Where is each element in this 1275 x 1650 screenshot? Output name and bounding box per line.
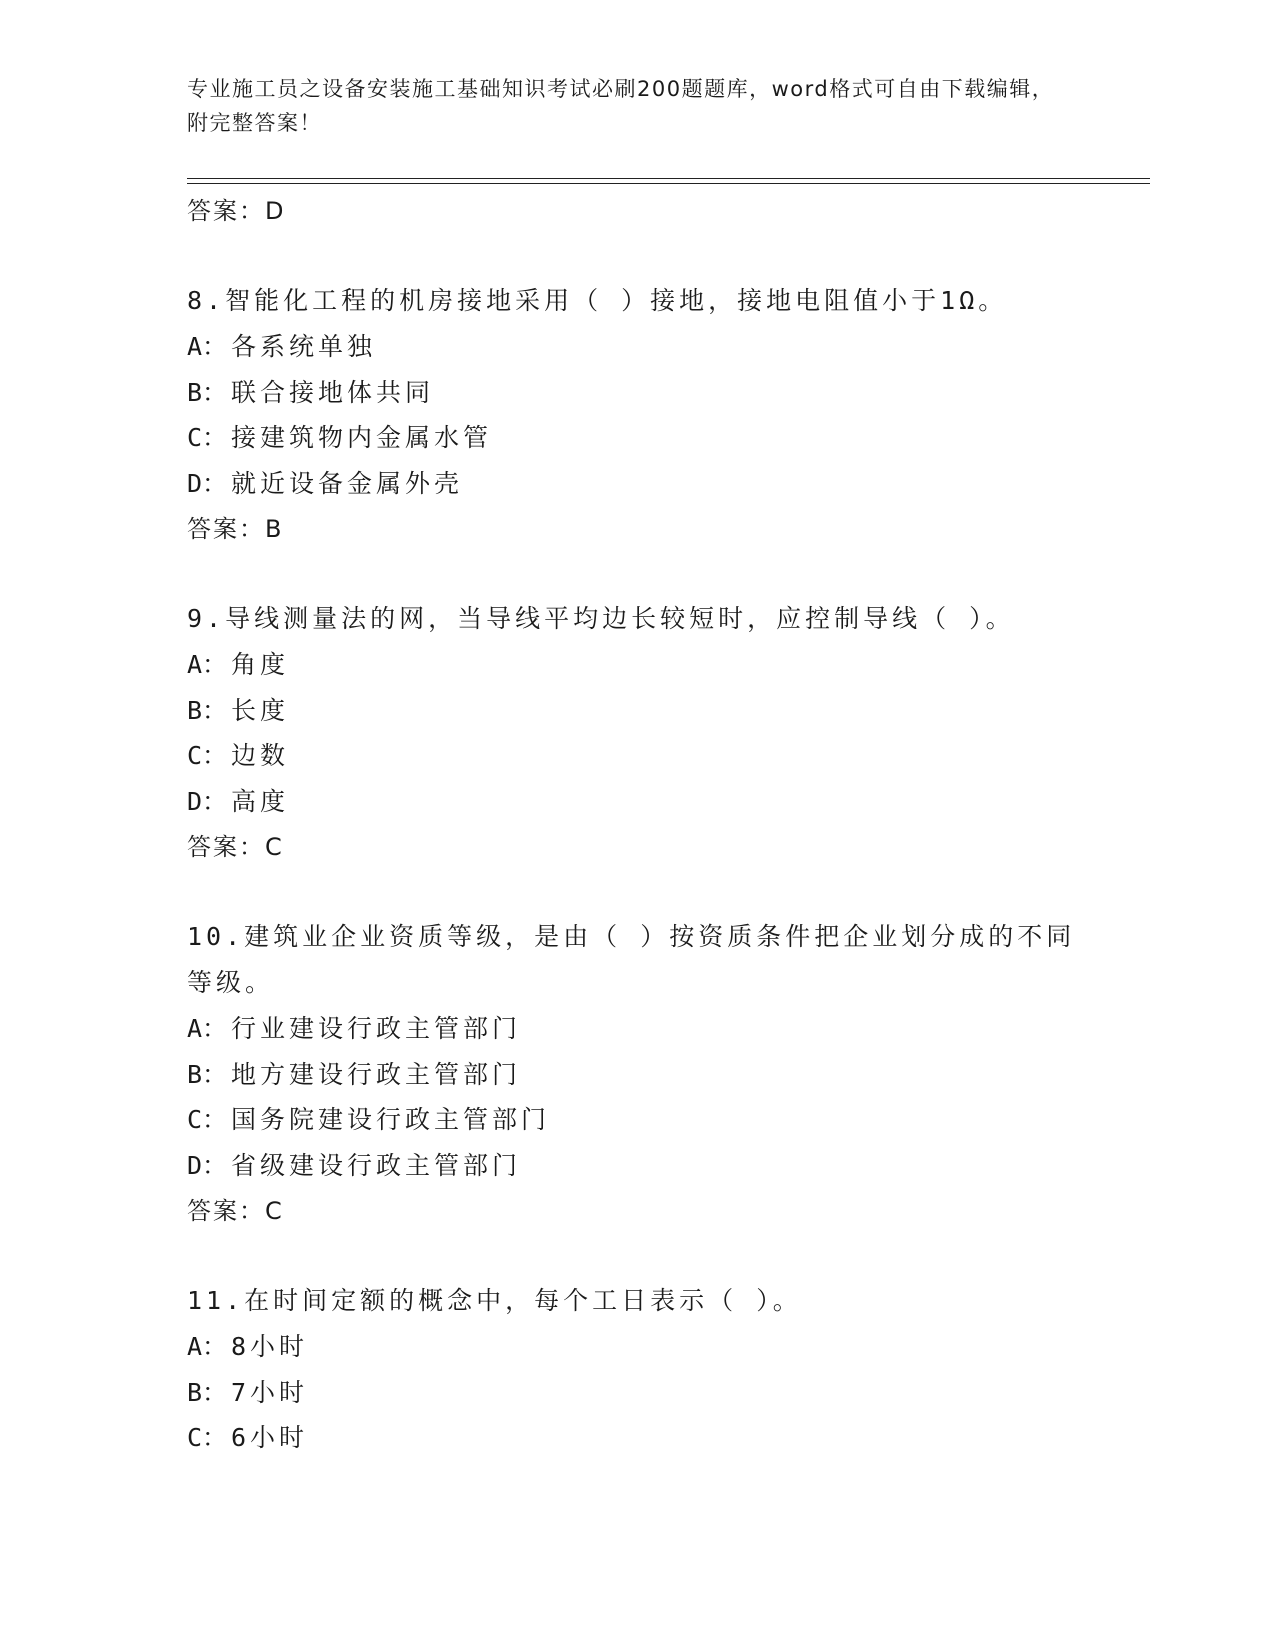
option-b	[187, 1370, 1087, 1416]
option-text: 省级建设行政主管部门	[231, 1150, 522, 1180]
question-9	[187, 596, 1087, 870]
question-11	[187, 1278, 1087, 1461]
option-text: 角度	[231, 650, 290, 679]
option-label: C：	[187, 741, 228, 770]
option-c	[187, 1097, 1087, 1143]
option-c	[187, 733, 1087, 779]
option-text: 边数	[231, 741, 290, 770]
option-a	[187, 642, 1087, 688]
option-label: C：	[187, 423, 228, 452]
header-divider-bottom	[187, 183, 1150, 184]
option-label: A：	[187, 650, 228, 679]
option-label: B：	[187, 1059, 228, 1089]
answer-value: B	[265, 515, 283, 543]
answer-value: C	[265, 833, 283, 861]
option-label: C：	[187, 1105, 228, 1134]
option-label: B：	[187, 1377, 228, 1407]
option-c	[187, 1415, 1087, 1461]
question-text: 11.在时间定额的概念中，每个工日表示（ ）。	[187, 1286, 802, 1315]
option-text: 8小时	[231, 1332, 309, 1361]
question-10	[187, 914, 1087, 1234]
question-answer	[187, 824, 1087, 870]
option-label: D：	[187, 1150, 228, 1180]
option-label: B：	[187, 695, 228, 725]
answer-value: D	[265, 197, 285, 225]
option-label: A：	[187, 1332, 228, 1361]
option-d	[187, 461, 1087, 507]
option-label: A：	[187, 332, 228, 361]
option-text: 接建筑物内金属水管	[231, 423, 493, 452]
option-text: 地方建设行政主管部门	[231, 1059, 522, 1089]
question-text: 10.建筑业企业资质等级，是由（ ）按资质条件把企业划分成的不同等级。	[187, 922, 1076, 997]
document-header: 专业施工员之设备安装施工基础知识考试必刷200题题库，word格式可自由下载编辑，附完整答案！	[187, 77, 1055, 135]
option-label: A：	[187, 1014, 228, 1043]
question-8	[187, 278, 1087, 552]
option-d	[187, 1143, 1087, 1189]
option-label: D：	[187, 468, 228, 498]
option-text: 长度	[231, 695, 290, 725]
answer-label: 答案：	[187, 515, 265, 543]
question-answer	[187, 1188, 1087, 1234]
option-text: 国务院建设行政主管部门	[231, 1105, 551, 1134]
option-a	[187, 1006, 1087, 1052]
question-answer	[187, 506, 1087, 552]
option-text: 6小时	[231, 1423, 309, 1452]
question-list	[187, 188, 1087, 1461]
option-text: 联合接地体共同	[231, 377, 435, 407]
option-text: 7小时	[231, 1377, 309, 1407]
option-b	[187, 1052, 1087, 1098]
option-d	[187, 779, 1087, 825]
answer-label: 答案：	[187, 197, 265, 225]
answer-label: 答案：	[187, 1197, 265, 1225]
previous-answer	[187, 188, 1087, 234]
option-b	[187, 370, 1087, 416]
option-label: B：	[187, 377, 228, 407]
option-a	[187, 324, 1087, 370]
answer-label: 答案：	[187, 833, 265, 861]
answer-value: C	[265, 1197, 283, 1225]
option-text: 高度	[231, 786, 290, 816]
option-label: D：	[187, 786, 228, 816]
option-text: 行业建设行政主管部门	[231, 1014, 522, 1043]
question-text: 9.导线测量法的网，当导线平均边长较短时，应控制导线（ ）。	[187, 604, 1015, 633]
option-label: C：	[187, 1423, 228, 1452]
option-b	[187, 688, 1087, 734]
option-text: 就近设备金属外壳	[231, 468, 464, 498]
question-text: 8.智能化工程的机房接地采用（ ）接地，接地电阻值小于1Ω。	[187, 286, 1008, 315]
header-divider-top	[187, 178, 1150, 179]
option-c	[187, 415, 1087, 461]
option-text: 各系统单独	[231, 332, 377, 361]
option-a	[187, 1324, 1087, 1370]
